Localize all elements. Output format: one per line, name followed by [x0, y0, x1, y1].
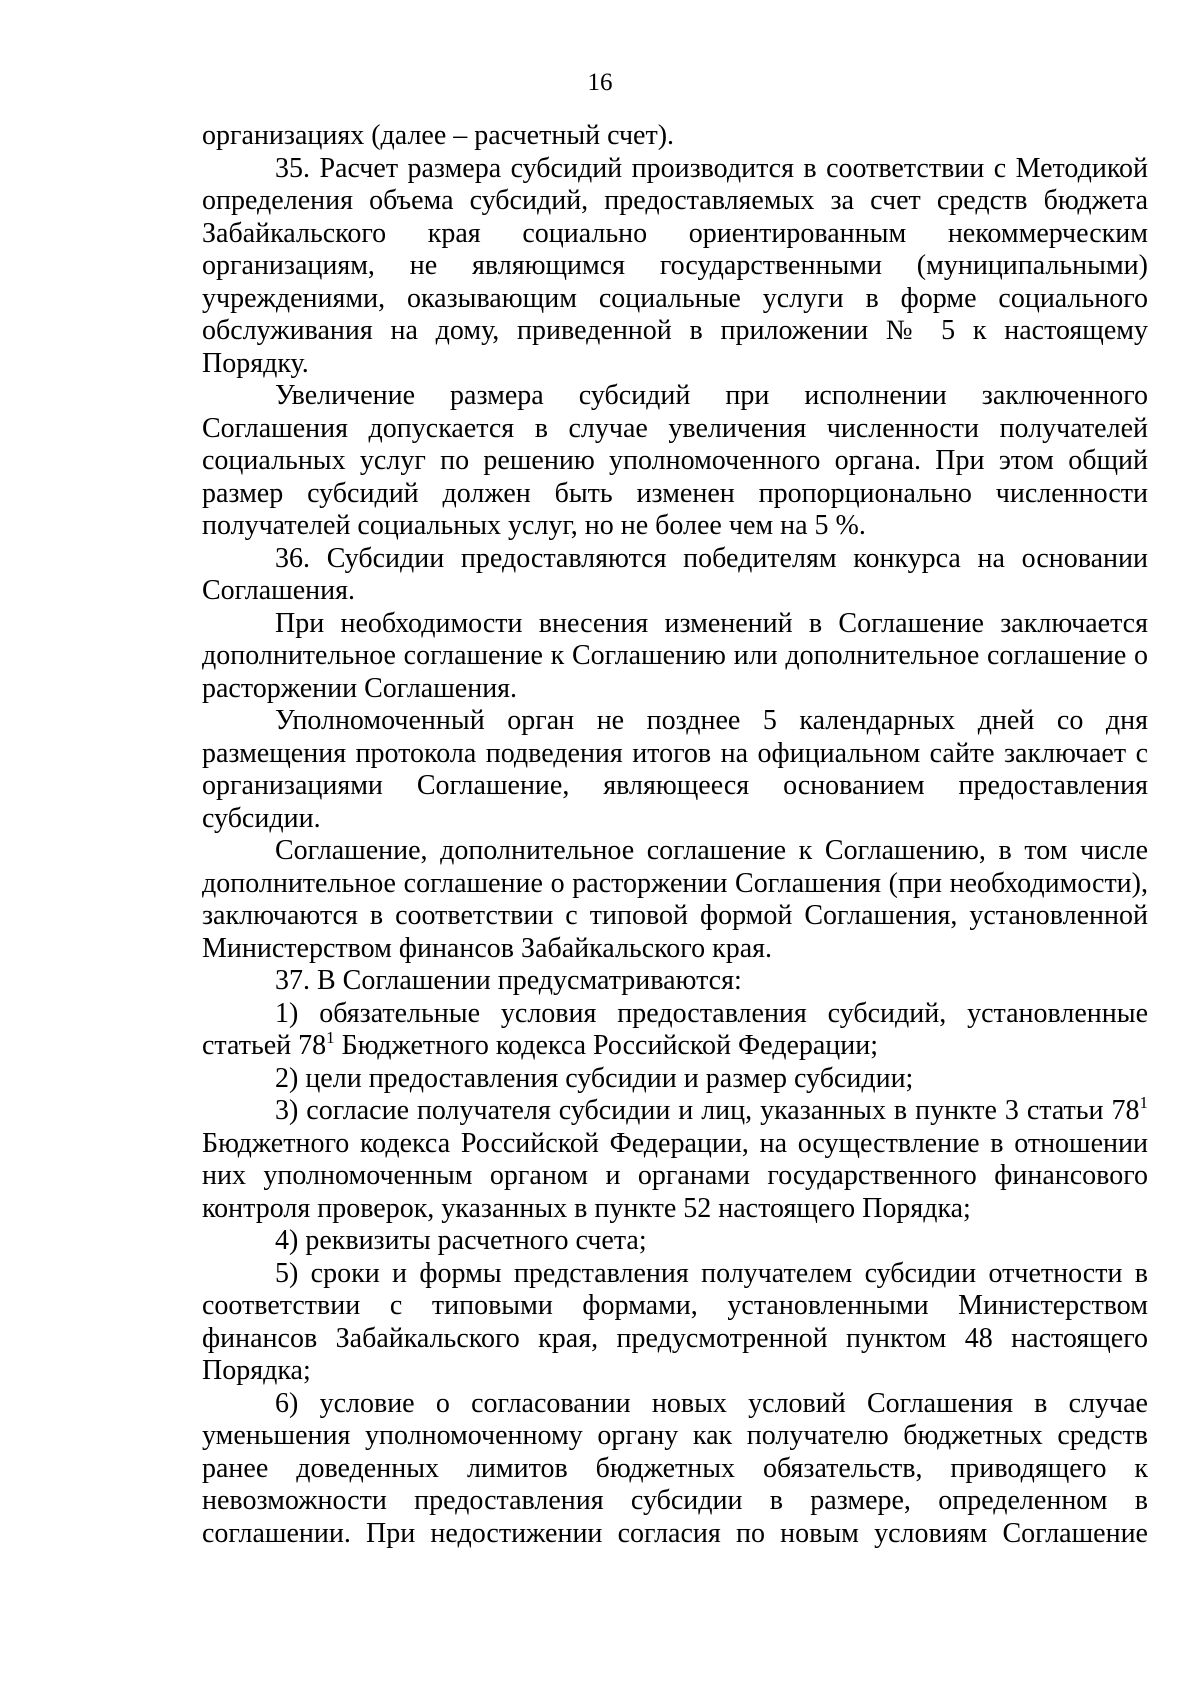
- paragraph-item-35: 35. Расчет размера субсидий производится в соответствии с Методикой определения объема субсидий, предоставляемых за счет средств бюджета Забайкальского края социально ориентированным некоммерческим организациям, не являющимся государственными (муниципальными) учреждениями, оказывающим социальные услуги в форме социального обслуживания на дому, приведенной в приложении № 5 к настоящему Порядку.: [202, 152, 1148, 379]
- list-item-3: [202, 1095, 1148, 1225]
- superscript: 1: [1139, 1093, 1148, 1112]
- list-item-1-text-end: Бюджетного кодекса Российской Федерации;: [334, 1030, 879, 1061]
- paragraph-subsidy-increase: Увеличение размера субсидий при исполнении заключенного Соглашения допускается в случае увеличения численности получателей социальных услуг по решению уполномоченного органа. При этом общий размер субсидий должен быть изменен пропорционально численности получателей социальных услуг, но не более чем на 5 %.: [202, 380, 1148, 541]
- list-item-1: [202, 998, 1148, 1063]
- list-item-3-text: 3) согласие получателя субсидии и лиц, указанных в пункте 3 статьи 78: [275, 1095, 1140, 1126]
- list-item-4: 4) реквизиты расчетного счета;: [275, 1225, 647, 1256]
- list-item-6: 6) условие о согласовании новых условий Соглашения в случае уменьшения уполномоченному органу как получателю бюджетных средств ранее доведенных лимитов бюджетных обязательств, приводящего к невозможности предоставления субсидии в размере, определенном в соглашении. При недостижении согласия по новым условиям Соглашение: [202, 1387, 1148, 1549]
- paragraph-agreement-form: Соглашение, дополнительное соглашение к Соглашению, в том числе дополнительное соглашение о расторжении Соглашения (при необходимости), заключаются в соответствии с типовой формой Соглашения, установленной Министерством финансов Забайкальского края.: [202, 835, 1148, 964]
- superscript: 1: [326, 1028, 335, 1047]
- paragraph-agreement-deadline: Уполномоченный орган не позднее 5 календарных дней со дня размещения протокола подведения итогов на официальном сайте заключает с организациями Соглашение, являющееся основанием предоставления субсидии.: [202, 705, 1148, 834]
- paragraph-amendments: При необходимости внесения изменений в Соглашение заключается дополнительное соглашение к Соглашению или дополнительное соглашение о расторжении Соглашения.: [202, 607, 1148, 704]
- document-body: [202, 120, 1148, 1550]
- page-number: 16: [587, 69, 613, 96]
- paragraph-continuation: организациях (далее – расчетный счет).: [202, 120, 675, 151]
- paragraph-item-36: 36. Субсидии предоставляются победителям конкурса на основании Соглашения.: [202, 542, 1148, 606]
- list-item-2: 2) цели предоставления субсидии и размер субсидии;: [275, 1062, 914, 1094]
- list-item-3-text-end: Бюджетного кодекса Российской Федерации, на осуществление в отношении них уполномоченным органом и органами государственного финансового контроля проверок, указанных в пункте 52 настоящего Порядка;: [202, 1127, 1148, 1224]
- list-item-1-text: 1) обязательные условия предоставления субсидий, установленные статьей 78: [202, 997, 1148, 1061]
- paragraph-item-37: 37. В Соглашении предусматриваются:: [275, 965, 742, 996]
- list-item-5: 5) сроки и формы представления получателем субсидии отчетности в соответствии с типовыми формами, установленными Министерством финансов Забайкальского края, предусмотренной пунктом 48 настоящего Порядка;: [202, 1257, 1148, 1386]
